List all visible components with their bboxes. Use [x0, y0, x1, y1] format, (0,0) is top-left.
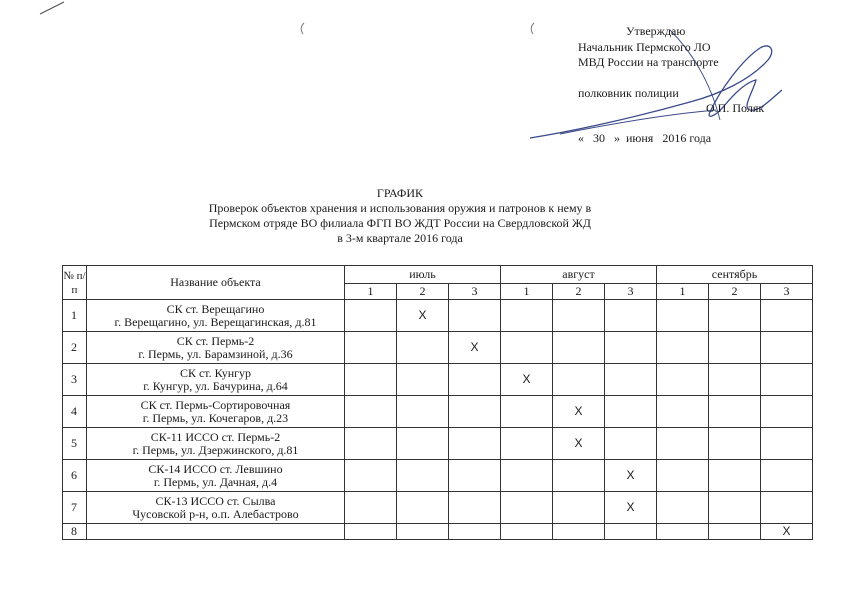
object-name: СК-11 ИССО ст. Пермь-2 [150, 429, 281, 444]
schedule-cell [761, 428, 813, 460]
row-number: 2 [63, 332, 87, 364]
schedule-cell [657, 364, 709, 396]
schedule-table [62, 265, 813, 540]
schedule-cell [553, 300, 605, 332]
header-decade: 2 [397, 284, 449, 300]
schedule-cell [449, 332, 501, 364]
row-number: 8 [63, 524, 87, 540]
table-row [63, 364, 813, 396]
schedule-cell [605, 524, 657, 540]
object-name: СК-14 ИССО ст. Левшино [148, 461, 283, 476]
object-address: г. Верещагино, ул. Верещагинская, д.81 [114, 314, 317, 329]
approval-rank: полковник полиции [578, 85, 679, 100]
schedule-cell [657, 396, 709, 428]
schedule-cell [553, 428, 605, 460]
schedule-cell [657, 524, 709, 540]
header-month-august: август [501, 266, 657, 284]
object-name: СК ст. Пермь-Сортировочная [140, 397, 291, 412]
schedule-cell [553, 396, 605, 428]
schedule-cell [709, 364, 761, 396]
schedule-cell [449, 396, 501, 428]
object-name: СК-13 ИССО ст. Сылва [155, 493, 276, 508]
header-decade: 3 [449, 284, 501, 300]
schedule-cell [553, 524, 605, 540]
schedule-cell [449, 428, 501, 460]
header-number: № п/п [63, 266, 87, 300]
schedule-cell [709, 460, 761, 492]
document-title: ГРАФИК [376, 186, 424, 200]
schedule-cell [397, 428, 449, 460]
schedule-cell [605, 492, 657, 524]
schedule-cell [553, 460, 605, 492]
object-name: СК ст. Кунгур [179, 365, 252, 380]
schedule-cell [397, 460, 449, 492]
object-address: Чусовской р-н, о.п. Алебастрово [132, 506, 299, 521]
schedule-cell [345, 460, 397, 492]
schedule-cell [761, 300, 813, 332]
schedule-cell [761, 396, 813, 428]
object-cell [87, 396, 345, 428]
schedule-cell [761, 460, 813, 492]
row-number: 4 [63, 396, 87, 428]
header-decade: 1 [501, 284, 553, 300]
document-subtitle-line3: в 3-м квартале 2016 года [337, 231, 463, 245]
table-row [63, 460, 813, 492]
schedule-cell [605, 460, 657, 492]
schedule-cell [605, 364, 657, 396]
schedule-cell [761, 492, 813, 524]
schedule-cell [709, 428, 761, 460]
object-name: СК ст. Пермь-2 [176, 333, 255, 348]
schedule-cell [761, 524, 813, 540]
schedule-cell [657, 332, 709, 364]
schedule-cell [501, 492, 553, 524]
table-row [63, 396, 813, 428]
schedule-cell [345, 364, 397, 396]
schedule-cell [761, 364, 813, 396]
object-cell [87, 332, 345, 364]
document-subtitle-line1: Проверок объектов хранения и использования оружия и патронов к нему в [208, 201, 592, 215]
row-number: 1 [63, 300, 87, 332]
schedule-cell [709, 492, 761, 524]
approval-block [578, 24, 828, 146]
schedule-cell [605, 332, 657, 364]
scan-mark-topleft [18, 0, 78, 30]
approval-date: « 30 » июня 2016 года [578, 130, 712, 145]
approval-title: Утверждаю [626, 24, 686, 38]
schedule-body [63, 300, 813, 540]
check-mark: Х [574, 436, 583, 450]
table-row [63, 524, 813, 540]
schedule-cell [553, 492, 605, 524]
check-mark: Х [626, 500, 635, 514]
object-address: г. Пермь, ул. Кочегаров, д.23 [142, 410, 289, 425]
schedule-cell [449, 524, 501, 540]
check-mark: Х [626, 468, 635, 482]
header-object-name: Название объекта [87, 266, 345, 300]
object-address: г. Кунгур, ул. Бачурина, д.64 [143, 378, 288, 393]
header-decade: 1 [657, 284, 709, 300]
schedule-cell [345, 524, 397, 540]
check-mark: Х [418, 308, 427, 322]
approval-position-line1: Начальник Пермского ЛО [578, 39, 711, 54]
schedule-cell [501, 524, 553, 540]
schedule-cell [397, 396, 449, 428]
object-cell [87, 492, 345, 524]
table-row [63, 300, 813, 332]
schedule-cell [501, 332, 553, 364]
schedule-cell [553, 332, 605, 364]
header-month-september: сентябрь [657, 266, 813, 284]
object-cell [87, 460, 345, 492]
schedule-cell [657, 428, 709, 460]
schedule-cell [709, 524, 761, 540]
schedule-cell [501, 460, 553, 492]
schedule-cell [345, 492, 397, 524]
object-address: г. Пермь, ул. Дачная, д.4 [153, 474, 278, 489]
header-decade: 2 [553, 284, 605, 300]
schedule-cell [709, 332, 761, 364]
approval-position-line2: МВД России на транспорте [578, 55, 719, 69]
schedule-cell [761, 332, 813, 364]
approval-name: О.П. Поляк [706, 101, 765, 115]
schedule-cell [605, 428, 657, 460]
schedule-cell [553, 364, 605, 396]
object-name: СК ст. Верещагино [166, 301, 265, 316]
object-address: г. Пермь, ул. Барамзиной, д.36 [138, 346, 293, 361]
row-number: 3 [63, 364, 87, 396]
schedule-cell [397, 492, 449, 524]
table-row [63, 332, 813, 364]
object-cell [87, 524, 345, 540]
schedule-cell [605, 396, 657, 428]
table-row [63, 492, 813, 524]
header-decade: 1 [345, 284, 397, 300]
table-row [63, 428, 813, 460]
schedule-cell [397, 332, 449, 364]
scan-mark-bracket [297, 22, 307, 36]
object-cell [87, 364, 345, 396]
schedule-cell [501, 300, 553, 332]
document-subtitle-line2: Пермском отряде ВО филиала ФГП ВО ЖДТ России на Свердловской ЖД [209, 216, 591, 230]
row-number: 7 [63, 492, 87, 524]
object-address: г. Пермь, ул. Дзержинского, д.81 [132, 442, 299, 457]
schedule-cell [605, 300, 657, 332]
schedule-cell [345, 332, 397, 364]
schedule-cell [657, 460, 709, 492]
schedule-cell [449, 300, 501, 332]
schedule-cell [345, 428, 397, 460]
schedule-cell [397, 524, 449, 540]
header-decade: 3 [761, 284, 813, 300]
object-cell [87, 300, 345, 332]
check-mark: Х [522, 372, 531, 386]
row-number: 6 [63, 460, 87, 492]
schedule-cell [657, 300, 709, 332]
check-mark: Х [574, 404, 583, 418]
schedule-cell [501, 428, 553, 460]
schedule-cell [501, 396, 553, 428]
schedule-cell [449, 364, 501, 396]
row-number: 5 [63, 428, 87, 460]
schedule-cell [345, 300, 397, 332]
schedule-cell [397, 300, 449, 332]
schedule-cell [709, 300, 761, 332]
check-mark: Х [470, 340, 479, 354]
document-heading [150, 186, 650, 246]
schedule-cell [449, 492, 501, 524]
header-decade: 3 [605, 284, 657, 300]
object-cell [87, 428, 345, 460]
schedule-cell [657, 492, 709, 524]
schedule-cell [709, 396, 761, 428]
schedule-cell [345, 396, 397, 428]
schedule-cell [397, 364, 449, 396]
schedule-cell [501, 364, 553, 396]
header-month-july: июль [345, 266, 501, 284]
check-mark: Х [782, 524, 791, 538]
header-decade: 2 [709, 284, 761, 300]
schedule-cell [449, 460, 501, 492]
